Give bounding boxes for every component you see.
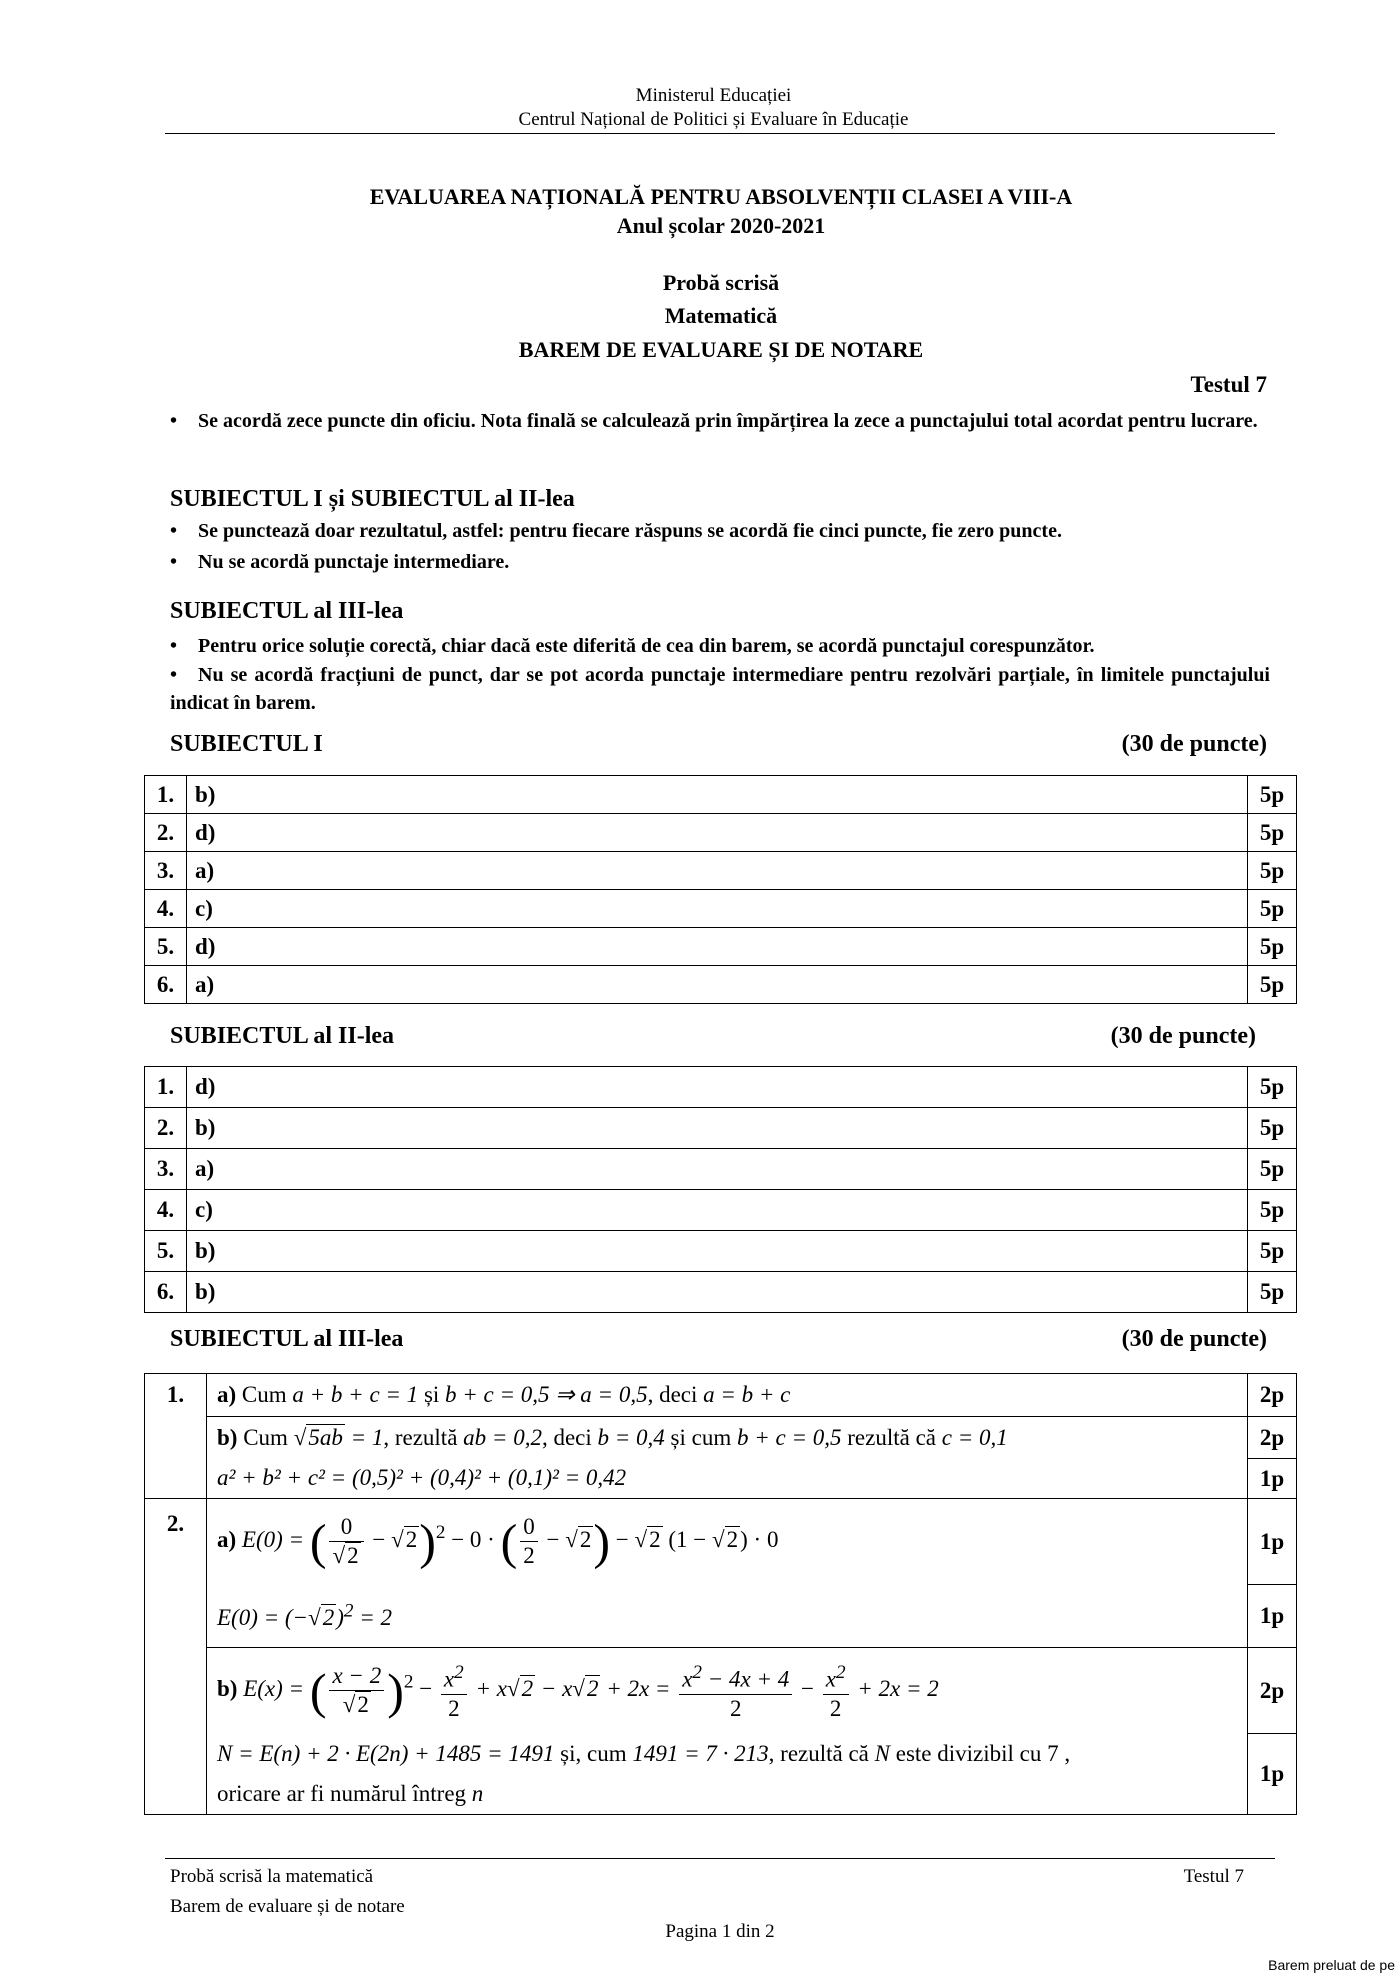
- item-score: 5p: [1248, 814, 1297, 852]
- item-answer: b): [187, 1272, 1248, 1313]
- ministry-name: Ministerul Educației: [635, 85, 792, 106]
- subject3-points: (30 de puncte): [1121, 1326, 1267, 1352]
- score: 2p: [1248, 1417, 1297, 1459]
- table-row: [145, 1231, 1297, 1272]
- center-name: Centrul Național de Politici și Evaluare în Educație: [518, 109, 909, 130]
- table-row: [145, 1272, 1297, 1313]
- subject3-table: [144, 1373, 1297, 1815]
- item-score: 5p: [1248, 1190, 1297, 1231]
- subject1-points: (30 de puncte): [1121, 731, 1267, 757]
- item-number: 5.: [145, 928, 187, 966]
- subject2-table: [144, 1066, 1297, 1313]
- general-rule: • Se acordă zece puncte din oficiu. Nota finală se calculează prin împărțirea la zece a punctajului total acordat pentru lucrare.: [170, 407, 1270, 435]
- table-row: [145, 1108, 1297, 1149]
- footer-rule: [165, 1858, 1275, 1859]
- table-row: [145, 852, 1297, 890]
- subject2-title: SUBIECTUL al II-lea: [170, 1023, 395, 1049]
- item-number: 6.: [145, 966, 187, 1004]
- q2a-result: $E(0) = (-√2)^2 = 2$: [207, 1585, 1248, 1648]
- item-score: 5p: [1248, 1231, 1297, 1272]
- table-row: [145, 890, 1297, 928]
- item-number: 6.: [145, 1272, 187, 1313]
- score: 1p: [1248, 1734, 1297, 1815]
- score: 2p: [1248, 1648, 1297, 1734]
- item-answer: a): [187, 852, 1248, 890]
- table-row: [145, 1374, 1297, 1417]
- item-number: 4.: [145, 1190, 187, 1231]
- q1b-solution: b) Cum √5ab = 1, rezultă ab = 0,2, deci b = 0,4 și cum b + c = 0,5 rezultă că c = 0,1: [207, 1417, 1248, 1459]
- score: 1p: [1248, 1585, 1297, 1648]
- table-row: [145, 1190, 1297, 1231]
- school-year: Anul școlar 2020-2021: [616, 213, 826, 238]
- item-answer: a): [187, 1149, 1248, 1190]
- item-number: 1.: [145, 1067, 187, 1108]
- q2b-solution: b) E(x) = ( $\frac{x - 2}{√2}$ )$^2$ − $\frac{x^2}{2}$ + x√2 − x√2 + 2x = $\frac{x^2 - 4x + 4}{2}$ − $\frac{x^2}{2}$ + 2x = 2: [207, 1648, 1248, 1734]
- item-answer: a): [187, 966, 1248, 1004]
- item-score: 5p: [1248, 1272, 1297, 1313]
- table-row: [145, 1459, 1297, 1499]
- page-number: Pagina 1 din 2: [665, 1921, 775, 1942]
- item-number: 2.: [145, 1108, 187, 1149]
- item-number: 2.: [145, 814, 187, 852]
- q2a-solution: a) E(0) = ( $\frac{0}{√2}$ − √2)$^2$ − 0 · ( $\frac{0}{2}$ − √2) − √2 (1 − √2) · 0: [207, 1499, 1248, 1585]
- item-answer: b): [187, 776, 1248, 814]
- rules-heading-1-2: SUBIECTUL I și SUBIECTUL al II-lea: [170, 486, 575, 512]
- q1b-sum-squares: a² + b² + c² = (0,5)² + (0,4)² + (0,1)² = 0,42: [207, 1459, 1248, 1499]
- table-row: [145, 1734, 1297, 1815]
- rule-item: • Nu se acordă punctaje intermediare.: [170, 548, 509, 576]
- item-number: 4.: [145, 890, 187, 928]
- source-note: Barem preluat de pe: [1268, 1957, 1395, 1973]
- question-number: 1.: [145, 1374, 207, 1499]
- footer-test: Testul 7: [1183, 1866, 1244, 1887]
- item-answer: d): [187, 814, 1248, 852]
- subject1-title: SUBIECTUL I: [170, 731, 323, 757]
- rules-heading-3: SUBIECTUL al III-lea: [170, 598, 404, 624]
- rule-item: • Nu se acordă fracțiuni de punct, dar se pot acorda punctaje intermediare pentru rezolvări parțiale, în limitele punctajului indicat în barem.: [170, 661, 1270, 717]
- item-answer: b): [187, 1108, 1248, 1149]
- q2b-divisibility: N = E(n) + 2 · E(2n) + 1485 = 1491 și, cum 1491 = 7 · 213, rezultă că N este divizibil cu 7 , oricare ar fi numărul întreg n: [207, 1734, 1248, 1815]
- exam-type: Probă scrisă: [662, 270, 780, 295]
- item-answer: b): [187, 1231, 1248, 1272]
- table-row: [145, 1149, 1297, 1190]
- table-row: [145, 1417, 1297, 1459]
- table-row: [145, 1648, 1297, 1734]
- item-score: 5p: [1248, 966, 1297, 1004]
- item-score: 5p: [1248, 776, 1297, 814]
- item-score: 5p: [1248, 928, 1297, 966]
- table-row: [145, 1067, 1297, 1108]
- bullet-icon: •: [170, 664, 178, 686]
- footer-left-2: Barem de evaluare și de notare: [170, 1896, 405, 1917]
- item-number: 1.: [145, 776, 187, 814]
- bullet-icon: •: [170, 635, 178, 657]
- question-number: 2.: [145, 1499, 207, 1815]
- bullet-icon: •: [170, 551, 178, 573]
- item-answer: d): [187, 1067, 1248, 1108]
- bullet-icon: •: [170, 520, 178, 542]
- table-row: [145, 776, 1297, 814]
- table-row: [145, 1499, 1297, 1585]
- header-rule: [165, 133, 1275, 134]
- document-title: BAREM DE EVALUARE ȘI DE NOTARE: [518, 337, 924, 362]
- footer-left-1: Probă scrisă la matematică: [170, 1866, 374, 1887]
- item-score: 5p: [1248, 890, 1297, 928]
- item-score: 5p: [1248, 1108, 1297, 1149]
- table-row: [145, 814, 1297, 852]
- subject2-points: (30 de puncte): [1110, 1023, 1256, 1049]
- item-number: 5.: [145, 1231, 187, 1272]
- item-number: 3.: [145, 1149, 187, 1190]
- q1a-solution: a) Cum a + b + c = 1 și b + c = 0,5 ⇒ a = 0,5, deci a = b + c: [207, 1374, 1248, 1417]
- item-answer: d): [187, 928, 1248, 966]
- rule-item: • Se punctează doar rezultatul, astfel: pentru fiecare răspuns se acordă fie cinci puncte, fie zero puncte.: [170, 517, 1062, 545]
- subject-name: Matematică: [664, 303, 778, 328]
- subject3-title: SUBIECTUL al III-lea: [170, 1326, 404, 1352]
- rule-item: • Pentru orice soluție corectă, chiar dacă este diferită de cea din barem, se acordă punctajul corespunzător.: [170, 632, 1095, 660]
- item-score: 5p: [1248, 1149, 1297, 1190]
- score: 2p: [1248, 1374, 1297, 1417]
- item-answer: c): [187, 1190, 1248, 1231]
- item-score: 5p: [1248, 852, 1297, 890]
- table-row: [145, 966, 1297, 1004]
- score: 1p: [1248, 1499, 1297, 1585]
- score: 1p: [1248, 1459, 1297, 1499]
- exam-title: EVALUAREA NAȚIONALĂ PENTRU ABSOLVENȚII CLASEI A VIII-A: [369, 184, 1073, 209]
- table-row: [145, 928, 1297, 966]
- item-answer: c): [187, 890, 1248, 928]
- bullet-icon: •: [170, 410, 178, 432]
- test-number: Testul 7: [1190, 372, 1267, 397]
- table-row: [145, 1585, 1297, 1648]
- subject1-table: [144, 775, 1297, 1004]
- item-score: 5p: [1248, 1067, 1297, 1108]
- item-number: 3.: [145, 852, 187, 890]
